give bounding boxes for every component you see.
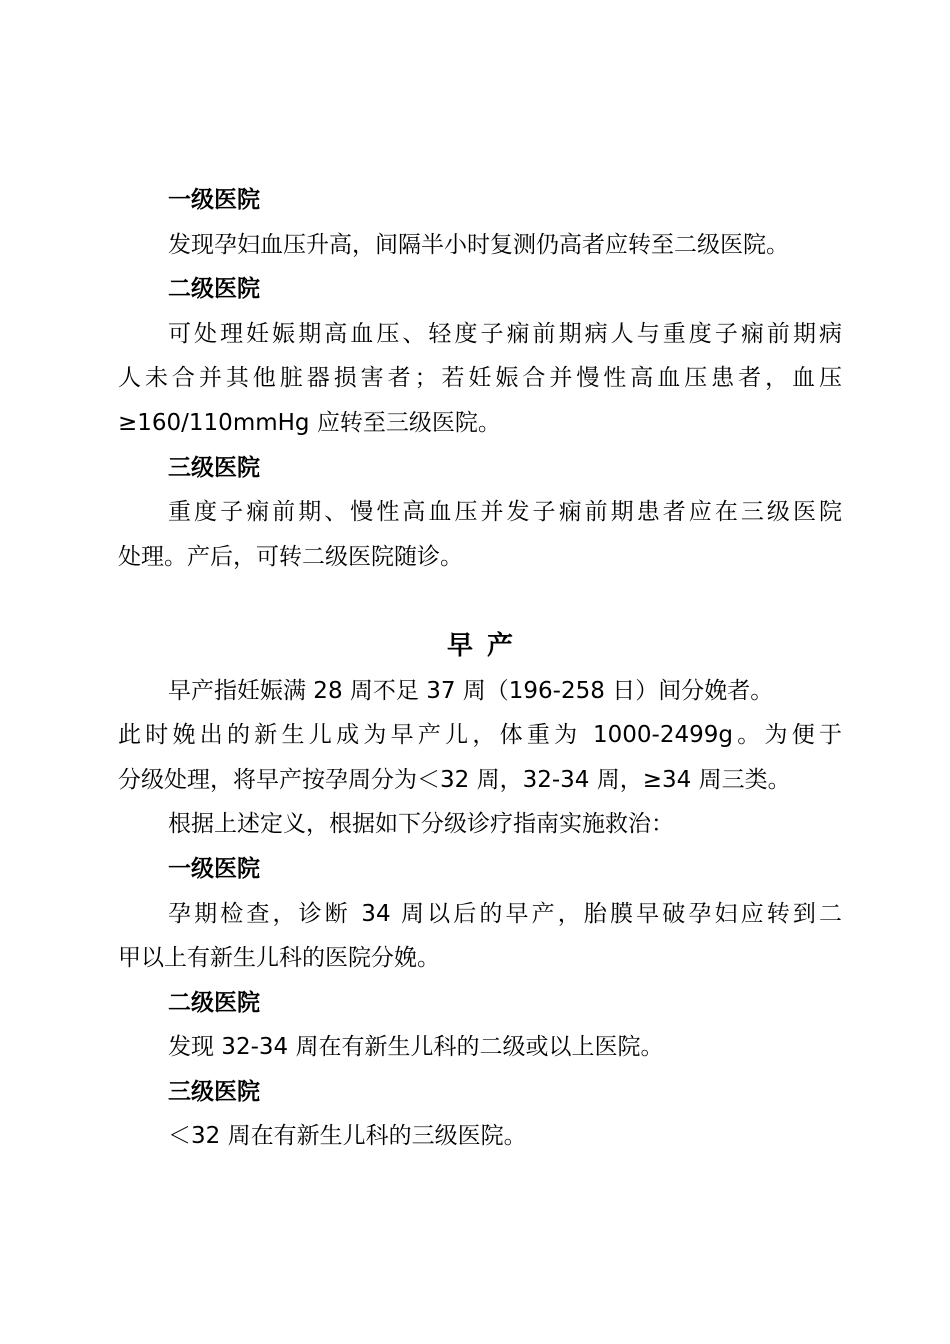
h-level1-heading: 一级医院 — [168, 187, 260, 213]
section-title: 早产 — [446, 630, 527, 661]
p-level3-text: ＜32 周在有新生儿科的三级医院。 — [168, 1123, 527, 1150]
h-level3-text-1: 重度子痫前期、慢性高血压并发子痫前期患者应在三级医院 — [168, 499, 842, 526]
p-level1-text-1: 孕期检查，诊断 34 周以后的早产，胎膜早破孕妇应转到二 — [168, 900, 842, 927]
h-level3-heading: 三级医院 — [168, 454, 260, 481]
p-intro-3: 分级处理，将早产按孕周分为＜32 周，32-34 周，≥34 周三类。 — [118, 766, 791, 793]
p-level3-heading: 三级医院 — [168, 1078, 260, 1105]
p-level2-text: 发现 32-34 周在有新生儿科的二级或以上医院。 — [168, 1034, 664, 1061]
h-level2-heading: 二级医院 — [168, 276, 260, 303]
p-level1-text-2: 甲以上有新生儿科的医院分娩。 — [118, 945, 440, 972]
p-intro-1: 早产指妊娠满 28 周不足 37 周（196-258 日）间分娩者。 — [168, 677, 774, 704]
p-level1-heading: 一级医院 — [168, 855, 260, 882]
h-level3-text-2: 处理。产后，可转二级医院随诊。 — [118, 543, 463, 570]
document-page — [118, 178, 842, 1159]
h-level2-text-3: ≥160/110mmHg 应转至三级医院。 — [118, 409, 501, 436]
h-level2-text-1: 可处理妊娠期高血压、轻度子痫前期病人与重度子痫前期病 — [168, 320, 842, 347]
p-guide: 根据上述定义，根据如下分级诊疗指南实施救治： — [168, 811, 674, 838]
h-level2-text-2: 人未合并其他脏器损害者；若妊娠合并慢性高血压患者，血压 — [118, 365, 842, 392]
section-gap — [118, 579, 842, 624]
p-level2-heading: 二级医院 — [168, 989, 260, 1016]
p-intro-2: 此时娩出的新生儿成为早产儿，体重为 1000-2499g。为便于 — [118, 722, 842, 749]
h-level1-text: 发现孕妇血压升高，间隔半小时复测仍高者应转至二级医院。 — [168, 231, 789, 258]
